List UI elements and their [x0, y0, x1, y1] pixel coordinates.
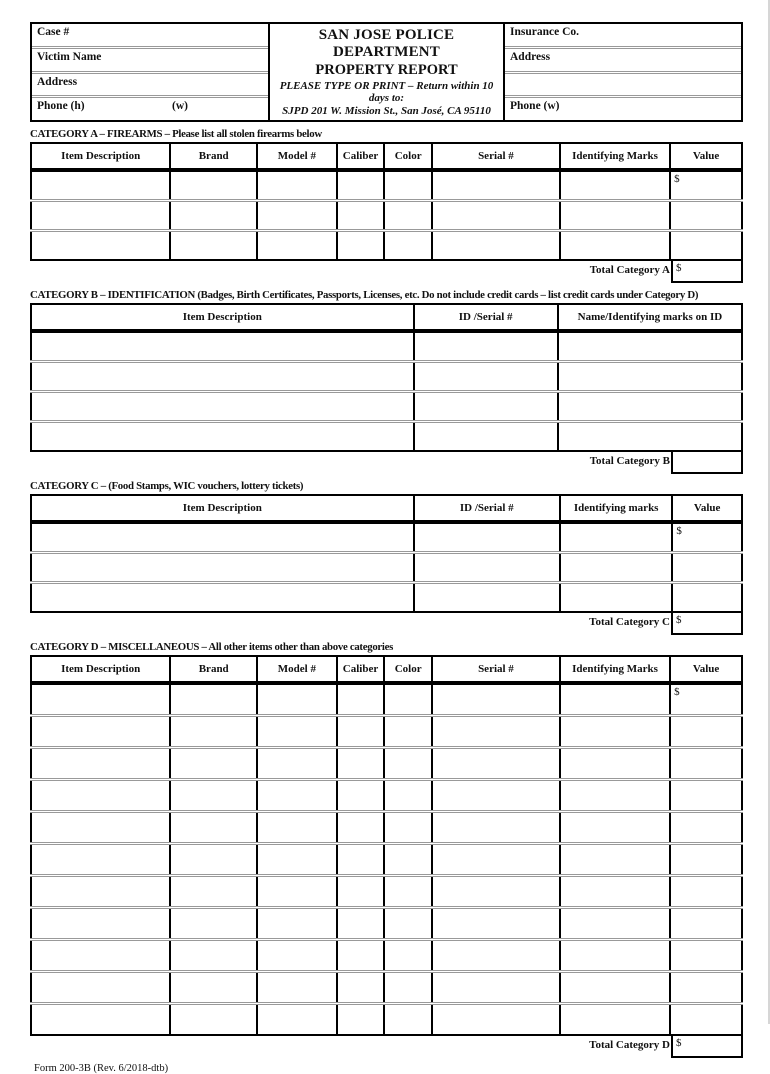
category-d-row8-item-description-cell[interactable]	[31, 908, 170, 940]
category-b-row4-item-description-cell[interactable]	[31, 422, 414, 452]
victim-info-column	[32, 24, 270, 120]
category-d-row4-item-description-cell[interactable]	[31, 780, 170, 812]
category-d-row7-model-cell[interactable]	[257, 876, 337, 908]
category-a-row2-color-cell[interactable]	[384, 201, 432, 231]
category-c-row2-id-serial-cell[interactable]	[414, 553, 560, 583]
category-d-total-row	[30, 1036, 743, 1058]
category-d-row1-brand-cell[interactable]	[170, 683, 257, 716]
case-number-label: Case #	[37, 26, 70, 38]
category-d-row4-color-cell[interactable]	[384, 780, 432, 812]
category-d-row9-identifying-marks-cell[interactable]	[560, 940, 670, 972]
category-d-row2-caliber-cell[interactable]	[337, 716, 385, 748]
category-a-row1-identifying-marks-cell[interactable]	[560, 170, 670, 201]
category-d-row6-color-cell[interactable]	[384, 844, 432, 876]
category-b-section	[30, 289, 743, 474]
category-a-row3-serial-cell[interactable]	[432, 231, 560, 261]
category-d-row10-model-cell[interactable]	[257, 972, 337, 1004]
category-c-col-header-item-description: Item Description	[31, 495, 414, 522]
victim-name-field[interactable]	[32, 49, 268, 74]
category-d-row5-brand-cell[interactable]	[170, 812, 257, 844]
category-c-row3-value-cell[interactable]	[672, 583, 742, 613]
category-d-row2-color-cell[interactable]	[384, 716, 432, 748]
category-d-row5-model-cell[interactable]	[257, 812, 337, 844]
category-d-row9-brand-cell[interactable]	[170, 940, 257, 972]
category-c-row1-identifying-marks-cell[interactable]	[560, 522, 672, 553]
category-c-row1-item-description-cell[interactable]	[31, 522, 414, 553]
category-d-row7-item-description-cell[interactable]	[31, 876, 170, 908]
form-header	[30, 22, 743, 122]
category-d-row1-caliber-cell[interactable]	[337, 683, 385, 716]
insurance-phone-field[interactable]	[505, 98, 741, 120]
form-number: Form 200-3B (Rev. 6/2018-dtb)	[34, 1063, 169, 1074]
report-title: PROPERTY REPORT	[315, 61, 458, 78]
category-d-row7-brand-cell[interactable]	[170, 876, 257, 908]
category-a-row2-model-cell[interactable]	[257, 201, 337, 231]
category-a-col-header-value: Value	[670, 143, 742, 170]
category-d-row9-caliber-cell[interactable]	[337, 940, 385, 972]
victim-address-field[interactable]	[32, 74, 268, 99]
category-d-row3-identifying-marks-cell[interactable]	[560, 748, 670, 780]
category-c-row2-identifying-marks-cell[interactable]	[560, 553, 672, 583]
category-c-total-row	[30, 613, 743, 635]
category-d-table	[30, 655, 743, 1036]
category-d-row6-item-description-cell[interactable]	[31, 844, 170, 876]
category-c-col-header-value: Value	[672, 495, 742, 522]
category-d-row2-serial-cell[interactable]	[432, 716, 560, 748]
victim-phone-field[interactable]	[32, 98, 268, 120]
category-d-col-header-value: Value	[670, 656, 742, 683]
category-d-row7-serial-cell[interactable]	[432, 876, 560, 908]
department-title: SAN JOSE POLICE DEPARTMENT	[318, 26, 455, 60]
category-d-col-header-brand: Brand	[170, 656, 257, 683]
category-a-col-header-model: Model #	[257, 143, 337, 170]
category-c-total-label: Total Category C	[589, 616, 670, 628]
category-b-row3-id-serial-cell[interactable]	[414, 392, 558, 422]
category-c-col-header-id-serial: ID /Serial #	[414, 495, 560, 522]
category-a-total-row	[30, 261, 743, 283]
category-a-col-header-brand: Brand	[170, 143, 257, 170]
category-d-row11-serial-cell[interactable]	[432, 1004, 560, 1036]
insurance-address-field[interactable]	[505, 49, 741, 74]
category-a-row1-serial-cell[interactable]	[432, 170, 560, 201]
category-d-row3-model-cell[interactable]	[257, 748, 337, 780]
category-d-row11-brand-cell[interactable]	[170, 1004, 257, 1036]
category-a-col-header-caliber: Caliber	[337, 143, 385, 170]
category-c-heading: CATEGORY C – (Food Stamps, WIC vouchers, lottery tickets)	[30, 480, 304, 492]
category-d-col-header-serial: Serial #	[432, 656, 560, 683]
category-d-row5-identifying-marks-cell[interactable]	[560, 812, 670, 844]
category-a-row3-model-cell[interactable]	[257, 231, 337, 261]
phone-home-label: Phone (h)	[37, 100, 85, 113]
category-a-total-label: Total Category A	[589, 264, 670, 276]
category-a-heading: CATEGORY A – FIREARMS – Please list all stolen firearms below	[30, 128, 322, 140]
category-d-row4-caliber-cell[interactable]	[337, 780, 385, 812]
category-b-total-label: Total Category B	[589, 455, 670, 467]
category-b-col-header-id-serial: ID /Serial #	[414, 304, 558, 331]
category-d-row2-model-cell[interactable]	[257, 716, 337, 748]
category-d-row3-item-description-cell[interactable]	[31, 748, 170, 780]
category-d-heading: CATEGORY D – MISCELLANEOUS – All other items other than above categories	[30, 641, 394, 653]
category-d-total-label: Total Category D	[589, 1039, 670, 1051]
category-d-col-header-color: Color	[384, 656, 432, 683]
category-b-table	[30, 303, 743, 452]
category-b-row3-name-identifying-marks-on-id-cell[interactable]	[558, 392, 742, 422]
category-d-section	[30, 641, 743, 1058]
category-d-row11-color-cell[interactable]	[384, 1004, 432, 1036]
category-d-row1-color-cell[interactable]	[384, 683, 432, 716]
category-d-row5-color-cell[interactable]	[384, 812, 432, 844]
category-b-row3-item-description-cell[interactable]	[31, 392, 414, 422]
category-a-table	[30, 142, 743, 261]
category-d-row5-value-cell[interactable]	[670, 812, 742, 844]
category-a-row1-color-cell[interactable]	[384, 170, 432, 201]
category-a-table-holder	[30, 142, 743, 261]
category-d-row10-item-description-cell[interactable]	[31, 972, 170, 1004]
category-a-col-header-item-description: Item Description	[31, 143, 170, 170]
case-number-field[interactable]	[32, 24, 268, 49]
category-d-row10-caliber-cell[interactable]	[337, 972, 385, 1004]
category-c-table-holder	[30, 494, 743, 613]
category-d-row10-identifying-marks-cell[interactable]	[560, 972, 670, 1004]
category-a-row3-value-cell[interactable]	[670, 231, 742, 261]
category-a-row2-brand-cell[interactable]	[170, 201, 257, 231]
category-d-row5-serial-cell[interactable]	[432, 812, 560, 844]
category-b-table-holder	[30, 303, 743, 452]
insurance-info-column	[505, 24, 741, 120]
category-a-row1-caliber-cell[interactable]	[337, 170, 385, 201]
category-d-row8-brand-cell[interactable]	[170, 908, 257, 940]
category-d-col-header-caliber: Caliber	[337, 656, 385, 683]
category-b-row4-name-identifying-marks-on-id-cell[interactable]	[558, 422, 742, 452]
category-b-col-header-name-identifying-marks-on-id: Name/Identifying marks on ID	[558, 304, 742, 331]
category-b-row1-item-description-cell[interactable]	[31, 331, 414, 362]
return-address: SJPD 201 W. Mission St., San José, CA 95110	[282, 105, 491, 118]
category-d-row8-identifying-marks-cell[interactable]	[560, 908, 670, 940]
category-d-row3-brand-cell[interactable]	[170, 748, 257, 780]
category-a-col-header-identifying-marks: Identifying Marks	[560, 143, 670, 170]
category-a-row1-brand-cell[interactable]	[170, 170, 257, 201]
category-a-row1-item-description-cell[interactable]	[31, 170, 170, 201]
category-a-row1-model-cell[interactable]	[257, 170, 337, 201]
category-d-col-header-identifying-marks: Identifying Marks	[560, 656, 670, 683]
category-a-row3-color-cell[interactable]	[384, 231, 432, 261]
category-b-row1-name-identifying-marks-on-id-cell[interactable]	[558, 331, 742, 362]
victim-address-label: Address	[37, 75, 78, 88]
category-d-row6-identifying-marks-cell[interactable]	[560, 844, 670, 876]
victim-name-label: Victim Name	[37, 50, 102, 63]
category-c-row2-item-description-cell[interactable]	[31, 553, 414, 583]
category-c-row1-value-cell[interactable]: $	[672, 522, 742, 553]
category-b-row2-id-serial-cell[interactable]	[414, 362, 558, 392]
category-d-row4-serial-cell[interactable]	[432, 780, 560, 812]
form-title-column	[270, 24, 505, 120]
category-d-row2-value-cell[interactable]	[670, 716, 742, 748]
category-a-col-header-serial: Serial #	[432, 143, 560, 170]
category-a-row3-caliber-cell[interactable]	[337, 231, 385, 261]
category-d-row1-serial-cell[interactable]	[432, 683, 560, 716]
category-d-row8-serial-cell[interactable]	[432, 908, 560, 940]
category-d-row9-color-cell[interactable]	[384, 940, 432, 972]
category-d-row11-value-cell[interactable]	[670, 1004, 742, 1036]
instruction-line: PLEASE TYPE OR PRINT – Return within 10 days to:	[279, 80, 494, 105]
category-b-row2-item-description-cell[interactable]	[31, 362, 414, 392]
category-d-row1-value-cell[interactable]: $	[670, 683, 742, 716]
category-d-row10-serial-cell[interactable]	[432, 972, 560, 1004]
category-a-row2-caliber-cell[interactable]	[337, 201, 385, 231]
category-d-row4-brand-cell[interactable]	[170, 780, 257, 812]
category-a-row2-identifying-marks-cell[interactable]	[560, 201, 670, 231]
category-d-row11-item-description-cell[interactable]	[31, 1004, 170, 1036]
category-a-total-box[interactable]: $	[671, 261, 743, 283]
category-d-row10-color-cell[interactable]	[384, 972, 432, 1004]
category-c-col-header-identifying-marks: Identifying marks	[560, 495, 672, 522]
category-d-row10-brand-cell[interactable]	[170, 972, 257, 1004]
insurance-company-field[interactable]	[505, 24, 741, 49]
category-d-row11-model-cell[interactable]	[257, 1004, 337, 1036]
category-a-row2-item-description-cell[interactable]	[31, 201, 170, 231]
category-d-row7-value-cell[interactable]	[670, 876, 742, 908]
category-d-row8-caliber-cell[interactable]	[337, 908, 385, 940]
category-d-row2-identifying-marks-cell[interactable]	[560, 716, 670, 748]
category-d-row4-value-cell[interactable]	[670, 780, 742, 812]
category-d-row5-item-description-cell[interactable]	[31, 812, 170, 844]
category-d-row7-color-cell[interactable]	[384, 876, 432, 908]
category-a-row3-item-description-cell[interactable]	[31, 231, 170, 261]
category-d-row5-caliber-cell[interactable]	[337, 812, 385, 844]
category-c-table	[30, 494, 743, 613]
category-d-row3-serial-cell[interactable]	[432, 748, 560, 780]
category-d-row3-caliber-cell[interactable]	[337, 748, 385, 780]
category-a-row1-value-cell[interactable]: $	[670, 170, 742, 201]
category-b-total-row	[30, 452, 743, 474]
category-d-row11-identifying-marks-cell[interactable]	[560, 1004, 670, 1036]
category-d-row1-model-cell[interactable]	[257, 683, 337, 716]
category-b-total-box[interactable]	[671, 452, 743, 474]
category-d-table-holder	[30, 655, 743, 1036]
category-a-row3-identifying-marks-cell[interactable]	[560, 231, 670, 261]
category-d-row9-model-cell[interactable]	[257, 940, 337, 972]
insurance-phone-label: Phone (w)	[510, 100, 560, 113]
category-d-row8-color-cell[interactable]	[384, 908, 432, 940]
category-d-row6-caliber-cell[interactable]	[337, 844, 385, 876]
insurance-address-label: Address	[510, 50, 551, 63]
category-d-row9-item-description-cell[interactable]	[31, 940, 170, 972]
category-d-row2-item-description-cell[interactable]	[31, 716, 170, 748]
category-d-col-header-model: Model #	[257, 656, 337, 683]
category-d-row2-brand-cell[interactable]	[170, 716, 257, 748]
category-d-row3-color-cell[interactable]	[384, 748, 432, 780]
category-b-row4-id-serial-cell[interactable]	[414, 422, 558, 452]
category-d-row6-value-cell[interactable]	[670, 844, 742, 876]
category-a-section	[30, 128, 743, 283]
category-c-total-box[interactable]: $	[671, 613, 743, 635]
category-d-row1-item-description-cell[interactable]	[31, 683, 170, 716]
category-c-row3-identifying-marks-cell[interactable]	[560, 583, 672, 613]
category-b-col-header-item-description: Item Description	[31, 304, 414, 331]
category-d-row9-serial-cell[interactable]	[432, 940, 560, 972]
category-d-row3-value-cell[interactable]	[670, 748, 742, 780]
category-d-col-header-item-description: Item Description	[31, 656, 170, 683]
category-c-row3-id-serial-cell[interactable]	[414, 583, 560, 613]
category-a-row2-serial-cell[interactable]	[432, 201, 560, 231]
category-a-row2-value-cell[interactable]	[670, 201, 742, 231]
category-d-row10-value-cell[interactable]	[670, 972, 742, 1004]
category-d-row6-brand-cell[interactable]	[170, 844, 257, 876]
category-d-row7-caliber-cell[interactable]	[337, 876, 385, 908]
category-d-row4-identifying-marks-cell[interactable]	[560, 780, 670, 812]
category-d-row6-serial-cell[interactable]	[432, 844, 560, 876]
category-d-row7-identifying-marks-cell[interactable]	[560, 876, 670, 908]
category-d-row6-model-cell[interactable]	[257, 844, 337, 876]
phone-work-inline-label: (w)	[172, 100, 188, 113]
insurance-company-label: Insurance Co.	[510, 26, 580, 38]
category-b-row2-name-identifying-marks-on-id-cell[interactable]	[558, 362, 742, 392]
category-b-heading: CATEGORY B – IDENTIFICATION (Badges, Birth Certificates, Passports, Licenses, etc. Do not include credit cards – list credit cards under Category D)	[30, 289, 699, 301]
category-d-row8-value-cell[interactable]	[670, 908, 742, 940]
category-c-row1-id-serial-cell[interactable]	[414, 522, 560, 553]
category-a-row3-brand-cell[interactable]	[170, 231, 257, 261]
category-a-col-header-color: Color	[384, 143, 432, 170]
category-d-row11-caliber-cell[interactable]	[337, 1004, 385, 1036]
category-c-row2-value-cell[interactable]	[672, 553, 742, 583]
category-d-row9-value-cell[interactable]	[670, 940, 742, 972]
insurance-address-field-2[interactable]	[505, 74, 741, 99]
category-d-row1-identifying-marks-cell[interactable]	[560, 683, 670, 716]
category-b-row1-id-serial-cell[interactable]	[414, 331, 558, 362]
category-c-row3-item-description-cell[interactable]	[31, 583, 414, 613]
category-c-section	[30, 480, 743, 635]
category-d-row4-model-cell[interactable]	[257, 780, 337, 812]
category-d-total-box[interactable]: $	[671, 1036, 743, 1058]
category-d-row8-model-cell[interactable]	[257, 908, 337, 940]
